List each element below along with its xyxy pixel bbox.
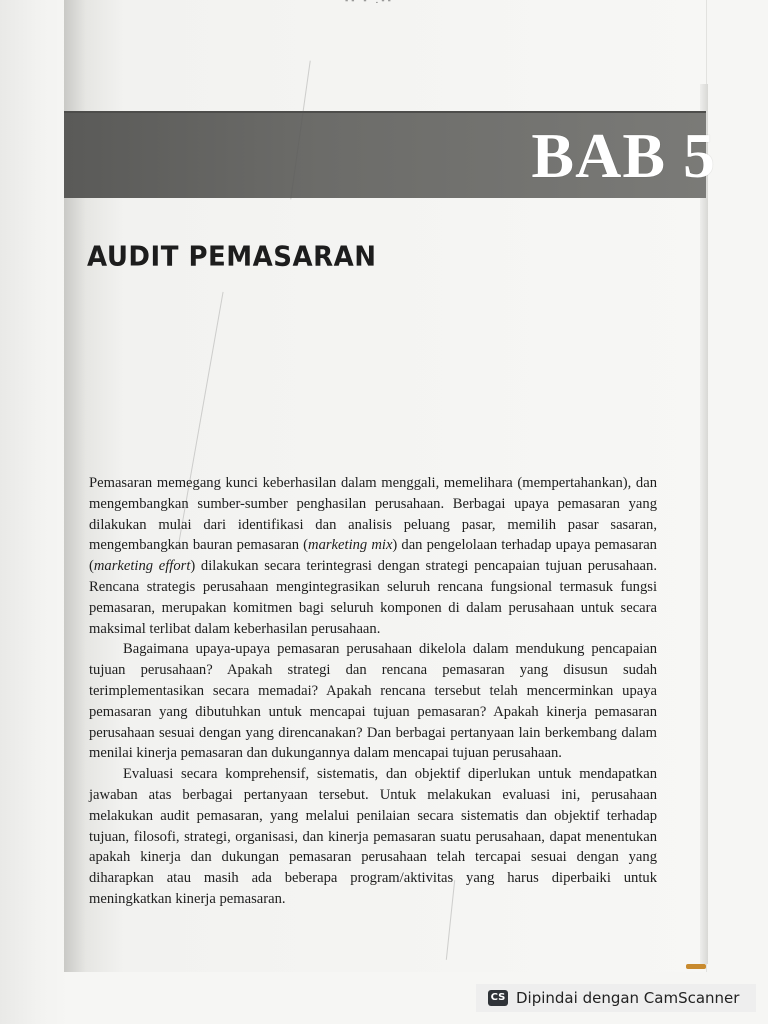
camscanner-logo-icon: CS [488, 990, 508, 1006]
body-text [89, 473, 657, 910]
chapter-number: BAB 5 [531, 120, 716, 191]
paragraph-1: Pemasaran memegang kunci keberhasilan dalam menggali, memelihara (mempertahankan), dan mengembangkan sumber-sumber penghasilan perusahaan. Berbagai upaya pemasaran yang dilakukan mulai dari identifikasi dan analisis peluang pasar, memilih pasar sasaran, mengembangkan bauran pemasaran (marketing mix) dan pengelolaan terhadap upaya pemasaran (marketing effort) dilakukan secara terintegrasi dengan strategi pencapaian tujuan perusahaan. Rencana strategis perusahaan mengintegrasikan seluruh rencana fungsional termasuk fungsi pemasaran, merupakan komitmen bagi seluruh komponen di dalam perusahaan untuk secara maksimal terlibat dalam keberhasilan perusahaan. [89, 475, 657, 637]
camscanner-watermark [476, 984, 756, 1012]
paragraph-2: Bagaimana upaya-upaya pemasaran perusahaan dikelola dalam mendukung pencapaian tujuan perusahaan? Apakah strategi dan rencana pemasaran yang disusun sudah terimplementasikan secara memadai? Apakah rencana tersebut telah mencerminkan upaya pemasaran yang dibutuhkan untuk mencapai tujuan pemasaran? Apakah kinerja pemasaran perusahaan sesuai dengan yang direncanakan? Dan berbagai pertanyaan lain berkembang dalam menilai kinerja pemasaran dan dukungannya dalam mencapai tujuan perusahaan. [89, 641, 657, 762]
page-corner-tab [686, 964, 706, 969]
scan-background-left [0, 0, 70, 1024]
paragraph-3: Evaluasi secara komprehensif, sistematis, dan objektif diperlukan untuk mendapatkan jawaban atas berbagai pertanyaan tersebut. Untuk melakukan evaluasi ini, perusahaan melakukan audit pemasaran, yang melalui penilaian secara sistematis dan objektif terhadap tujuan, filosofi, strategi, organisasi, dan kinerja pemasaran suatu perusahaan, dapat menentukan apakah kinerja dan dukungan pemasaran perusahaan telah tercapai sesuai dengan yang diharapkan atau masih ada beberapa program/aktivitas yang harus diperbaiki untuk meningkatkan kinerja pemasaran. [89, 766, 657, 907]
camscanner-label: Dipindai dengan CamScanner [516, 989, 740, 1007]
page-edge [700, 84, 708, 964]
top-edge-marks: ‑‑ ‑ .‑‑ [345, 0, 394, 6]
section-title: AUDIT PEMASARAN [87, 241, 377, 273]
